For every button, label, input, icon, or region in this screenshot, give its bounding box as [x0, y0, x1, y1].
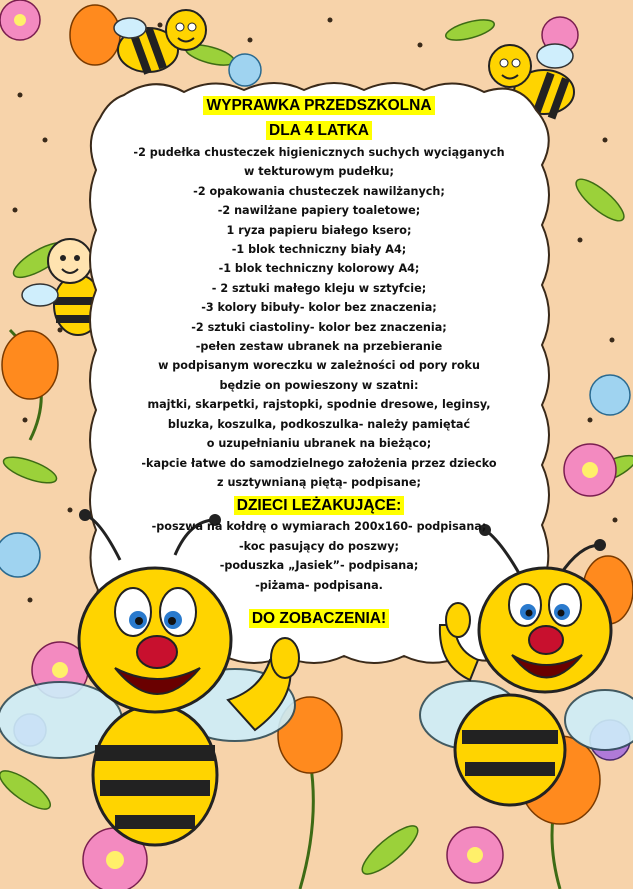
list-item: -3 kolory bibuły- kolor bez znaczenia; — [201, 301, 437, 315]
list-item: -piżama- podpisana. — [255, 578, 383, 592]
list-item: -pełen zestaw ubranek na przebieranie — [195, 340, 443, 354]
list-item: z usztywnianą piętą- podpisane; — [217, 475, 421, 489]
list-item: o uzupełnianiu ubranek na bieżąco; — [206, 437, 432, 451]
list-item: - 2 sztuki małego kleju w sztyfcie; — [211, 281, 427, 295]
supply-list — [84, 143, 554, 492]
list-item: -2 pudełka chusteczek higienicznych suchych wyciąganych — [133, 146, 505, 159]
list-item: w podpisanym woreczku w zależności od pory roku — [158, 359, 480, 373]
list-item: -1 blok techniczny biały A4; — [231, 243, 407, 257]
list-item: -2 opakowania chusteczek nawilżanych; — [193, 184, 445, 198]
list-item: bluzka, koszulka, podkoszulka- należy pamiętać — [167, 417, 471, 431]
nap-list — [84, 517, 554, 595]
list-item: w tekturowym pudełku; — [244, 165, 394, 179]
list-item: -poduszka „Jasiek”- podpisana; — [219, 559, 419, 573]
closing-text: DO ZOBACZENIA! — [249, 609, 389, 628]
list-item: -poszwa na kołdrę o wymiarach 200x160- podpisana; — [151, 520, 487, 534]
list-item: majtki, skarpetki, rajstopki, spodnie dresowe, leginsy, — [147, 398, 491, 412]
list-item: -koc pasujący do poszwy; — [239, 539, 399, 553]
list-item: -kapcie łatwe do samodzielnego założenia przez dziecko — [141, 456, 497, 470]
list-item: -2 nawilżane papiery toaletowe; — [217, 204, 421, 218]
list-item: będzie on powieszony w szatni: — [219, 378, 419, 392]
title-line-1: WYPRAWKA PRZEDSZKOLNA — [203, 96, 434, 115]
list-item: -2 sztuki ciastoliny- kolor bez znaczenia; — [191, 320, 447, 334]
list-item: -1 blok techniczny kolorowy A4; — [218, 262, 420, 276]
list-item: 1 ryza papieru białego ksero; — [226, 223, 412, 237]
document-content — [84, 92, 554, 628]
section-title-nap: DZIECI LEŻAKUJĄCE: — [234, 496, 404, 515]
title-line-2: DLA 4 LATKA — [266, 121, 372, 140]
